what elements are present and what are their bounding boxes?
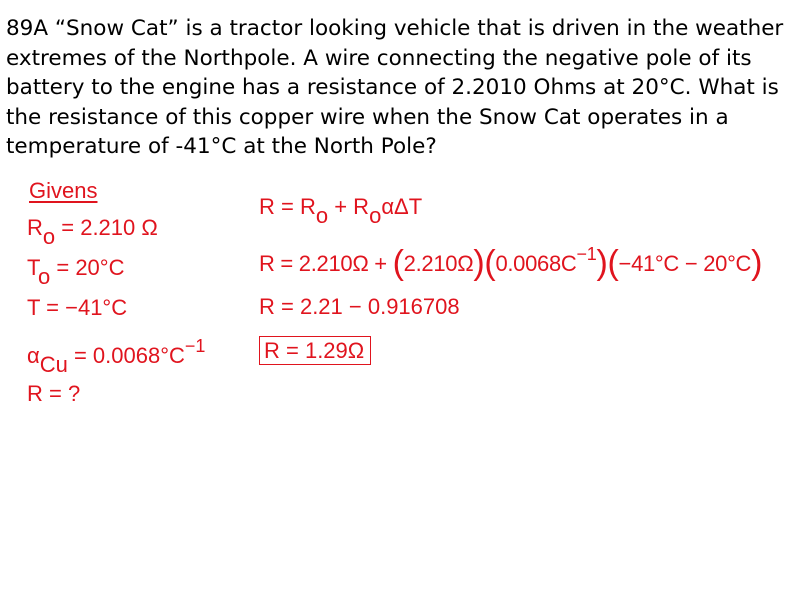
solution-formula [259, 194, 423, 228]
solution-simplified: R = 2.21 − 0.916708 [259, 294, 460, 319]
given-r0 [27, 215, 158, 249]
r0-symbol: R [27, 215, 43, 240]
formula-sub-1: o [315, 203, 329, 228]
given-t0 [27, 255, 125, 289]
paren-close-3: ) [751, 244, 763, 282]
subst-lead: R = 2.210Ω + [259, 251, 393, 276]
alpha-value: = 0.0068°C [67, 343, 185, 368]
paren-open-2: ( [484, 244, 496, 282]
formula-part-c: αΔT [381, 194, 423, 219]
given-alpha [27, 336, 206, 377]
paren-close-2: ) [596, 244, 608, 282]
given-r-unknown: R = ? [27, 381, 81, 406]
given-t: T = −41°C [27, 295, 128, 320]
t0-symbol: T [27, 255, 38, 280]
formula-sub-2: o [369, 203, 382, 228]
problem-text: 89A “Snow Cat” is a tractor looking vehicle that is driven in the weather extremes of the Northpole. A wire connecting the negative pole of its battery to the engine has a resistance of 2.2010 Ohms at 20°C. What is the resistance of this copper wire when the Snow Cat operates in a temperature of -41°C at the North Pole? [6, 16, 784, 159]
subst-delta-t: −41°C − 20°C [618, 251, 752, 276]
subst-r0: 2.210Ω [403, 251, 474, 276]
r0-value: = 2.210 Ω [55, 215, 158, 240]
paren-open-1: ( [392, 244, 404, 282]
formula-part-b: + R [328, 194, 370, 219]
alpha-symbol: α [27, 343, 40, 368]
givens-title: Givens [29, 178, 98, 203]
alpha-superscript: −1 [184, 336, 206, 356]
t0-subscript: o [38, 264, 51, 289]
alpha-subscript: Cu [39, 352, 68, 377]
solution-answer: R = 1.29Ω [264, 338, 365, 363]
r0-subscript: o [42, 224, 56, 249]
paren-open-3: ( [607, 244, 619, 282]
paren-close-1: ) [473, 244, 485, 282]
subst-alpha-sup: −1 [576, 244, 597, 264]
solution-substitution [259, 243, 763, 282]
formula-part-a: R = R [259, 194, 316, 219]
t0-value: = 20°C [50, 255, 125, 280]
subst-alpha: 0.0068C [495, 251, 577, 276]
